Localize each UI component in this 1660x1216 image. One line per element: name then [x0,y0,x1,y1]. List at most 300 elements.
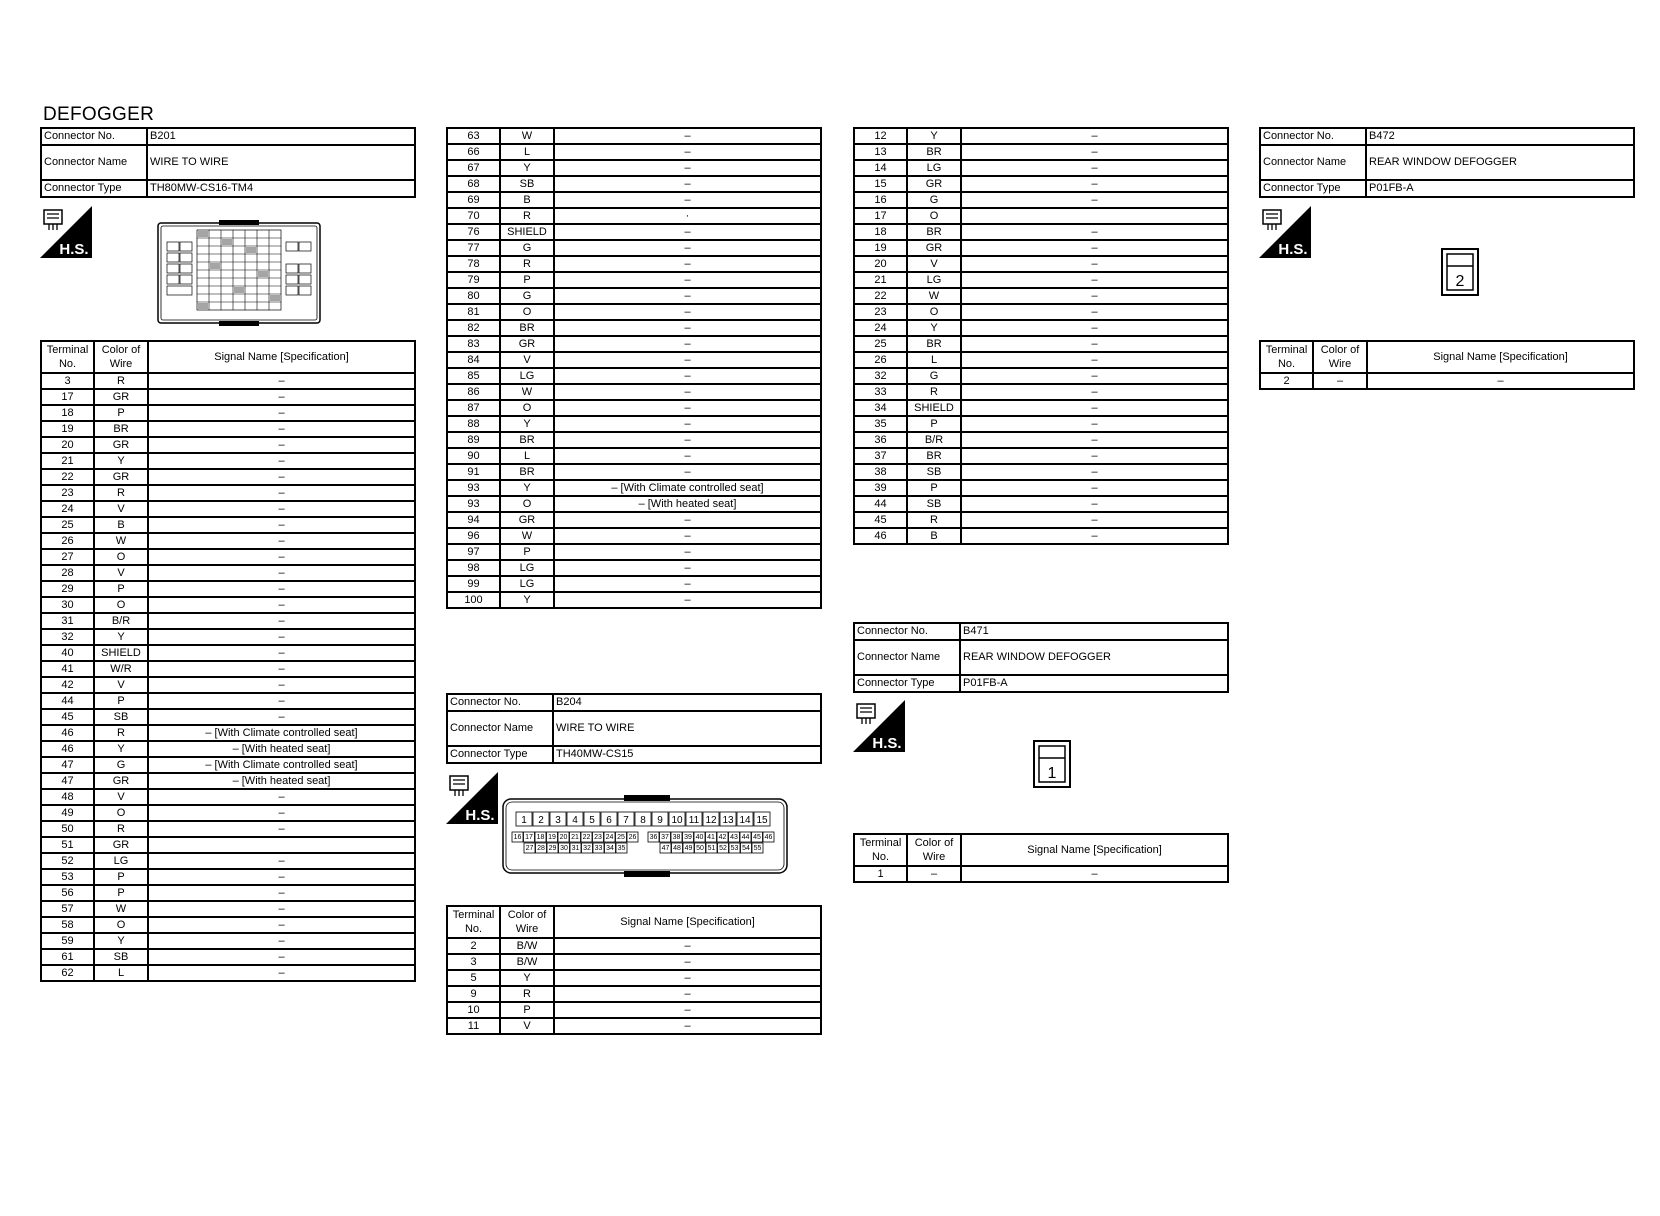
terminal-cavity [627,832,638,842]
cavity-number: 26 [628,834,637,841]
signal-name-cell: – [554,304,821,320]
terminal-no-cell: 22 [41,469,94,485]
wire-color-cell: LG [500,560,554,576]
terminal-cavity [718,843,729,853]
table-row [854,480,1228,496]
table-row [447,208,821,224]
cavity-number: 50 [696,845,704,852]
cavity-number: 1 [521,815,527,826]
signal-name-cell: – [554,560,821,576]
table-row [41,645,415,661]
signal-name-cell: – [148,661,415,677]
table-row [854,224,1228,240]
wire-color-cell: R [500,986,554,1002]
terminal-no-cell: 100 [447,592,500,608]
terminal-cavity [671,832,682,842]
terminal-no-cell: 15 [854,176,907,192]
signal-name-cell: – [148,853,415,869]
cavity-number: 14 [739,815,751,826]
table-row [41,837,415,853]
wire-color-cell: W [500,528,554,544]
signal-name-header: Signal Name [Specification] [148,341,415,373]
terminal-no-cell: 51 [41,837,94,853]
wire-color-cell: BR [500,320,554,336]
terminal-cavity [558,832,569,842]
terminal-cavity [547,843,558,853]
terminal-no-cell: 20 [854,256,907,272]
terminal-no-cell: 47 [41,773,94,789]
wire-color-cell: O [500,400,554,416]
cavity-number: 21 [571,834,579,841]
terminal-cavity [618,812,634,826]
terminal-cavity [593,843,604,853]
table-row [854,384,1228,400]
connector-type-value: P01FB-A [960,675,1228,692]
signal-name-cell: – [961,240,1228,256]
terminal-no-cell: 23 [854,304,907,320]
terminal-cavity [616,843,627,853]
terminal-no-cell: 26 [854,352,907,368]
wire-color-cell: Y [500,416,554,432]
terminal-cavity [604,832,615,842]
cavity-number: 39 [684,834,692,841]
color-of-wire-header: Color of Wire [500,906,554,938]
table-row [447,592,821,608]
table-row [41,741,415,757]
wire-color-cell: Y [907,128,961,144]
terminal-no-cell: 45 [854,512,907,528]
terminal-no-cell: 13 [854,144,907,160]
b204-terminal-table-continued [853,127,1229,545]
wire-color-cell: V [94,677,148,693]
pin-number: 2 [1455,273,1465,290]
signal-name-cell: – [148,533,415,549]
terminal-no-cell: 66 [447,144,500,160]
cavity-number: 15 [756,815,768,826]
signal-name-cell: – [554,1018,821,1034]
signal-name-cell: – [148,517,415,533]
wire-color-cell: R [500,208,554,224]
signal-name-header: Signal Name [Specification] [1367,341,1634,373]
terminal-no-header: Terminal No. [1260,341,1313,373]
table-row [854,336,1228,352]
cavity-number: 16 [513,834,522,841]
terminal-no-cell: 2 [447,938,500,954]
terminal-cavity [616,832,627,842]
table-row [447,256,821,272]
wire-color-cell: GR [94,773,148,789]
terminal-no-cell: 86 [447,384,500,400]
wire-color-cell: R [94,821,148,837]
table-row [854,352,1228,368]
terminal-cavity [570,832,581,842]
wire-color-cell: R [94,373,148,389]
cavity-number: 22 [582,834,591,841]
terminal-no-cell: 83 [447,336,500,352]
hs-badge-text: H.S. [872,735,902,752]
signal-name-cell: – [554,954,821,970]
harness-side-icon [853,700,903,750]
signal-name-cell: – [961,528,1228,544]
terminal-no-cell: 69 [447,192,500,208]
signal-name-cell: – [148,805,415,821]
terminal-no-cell: 34 [854,400,907,416]
wire-color-cell: V [94,565,148,581]
signal-name-cell: – [148,581,415,597]
terminal-no-cell: 98 [447,560,500,576]
wire-color-cell: SB [907,496,961,512]
cavity-number: 24 [605,834,614,841]
terminal-no-cell: 31 [41,613,94,629]
signal-name-cell: – [554,938,821,954]
wire-color-cell: P [907,480,961,496]
wire-color-cell: BR [907,144,961,160]
wire-color-cell: SHIELD [907,400,961,416]
wire-color-cell: W [94,901,148,917]
table-row [447,336,821,352]
wire-color-cell: W [907,288,961,304]
wire-color-cell: R [500,256,554,272]
connector-name-value: WIRE TO WIRE [147,145,415,180]
wire-color-cell: Y [94,453,148,469]
wire-color-cell: P [907,416,961,432]
terminal-no-cell: 9 [447,986,500,1002]
terminal-no-cell: 35 [854,416,907,432]
b204-connector-face-diagram [502,795,788,882]
signal-name-cell: – [554,544,821,560]
terminal-cavity [535,832,546,842]
terminal-no-cell: 48 [41,789,94,805]
terminal-no-cell: 58 [41,917,94,933]
terminal-no-cell: 90 [447,448,500,464]
cavity-number: 44 [741,834,750,841]
connector-type-label: Connector Type [854,675,960,692]
signal-name-cell: – [554,1002,821,1018]
table-row [1260,373,1634,389]
signal-name-cell: – [148,693,415,709]
table-row [447,970,821,986]
b204-terminal-table [446,905,822,1035]
terminal-no-header: Terminal No. [447,906,500,938]
wire-color-cell: O [94,597,148,613]
table-row [854,368,1228,384]
signal-name-cell: – [148,469,415,485]
table-row [41,517,415,533]
signal-name-cell: – [148,629,415,645]
terminal-no-cell: 88 [447,416,500,432]
terminal-no-cell: 36 [854,432,907,448]
terminal-no-cell: 85 [447,368,500,384]
wire-color-cell: P [500,544,554,560]
cavity-number: 28 [537,845,545,852]
table-row [447,160,821,176]
terminal-no-cell: 17 [854,208,907,224]
table-row [447,496,821,512]
signal-name-cell [961,208,1228,224]
signal-name-cell: – [961,224,1228,240]
signal-name-cell: – [554,432,821,448]
terminal-no-cell: 16 [854,192,907,208]
signal-name-cell: – [554,592,821,608]
terminal-cavity [717,832,728,842]
terminal-no-cell: 27 [41,549,94,565]
connector-no-value: B471 [960,623,1228,640]
wire-color-cell: O [94,549,148,565]
terminal-cavity [660,843,671,853]
connector-name-value: REAR WINDOW DEFOGGER [960,640,1228,675]
terminal-no-cell: 70 [447,208,500,224]
terminal-cavity [683,832,694,842]
table-row [41,885,415,901]
table-row [41,965,415,981]
cavity-number: 43 [730,834,738,841]
signal-name-cell: – [961,464,1228,480]
table-row [854,240,1228,256]
terminal-no-cell: 68 [447,176,500,192]
color-of-wire-header: Color of Wire [94,341,148,373]
cavity-number: 6 [606,815,612,826]
b471-connector-face-diagram [1033,740,1071,793]
table-row [41,629,415,645]
page-title: DEFOGGER [43,104,155,125]
signal-name-cell: – [148,453,415,469]
terminal-no-cell: 44 [41,693,94,709]
signal-name-cell: – [148,949,415,965]
terminal-no-cell: 57 [41,901,94,917]
signal-name-cell: – [With heated seat] [554,496,821,512]
terminal-no-cell: 93 [447,496,500,512]
terminal-cavity [533,812,549,826]
wire-color-cell: R [94,725,148,741]
connector-no-label: Connector No. [447,694,553,711]
table-row [41,453,415,469]
cavity-number: 7 [623,815,629,826]
connector-type-label: Connector Type [1260,180,1366,197]
table-row [447,304,821,320]
table-row [41,949,415,965]
connector-type-value: TH40MW-CS15 [553,746,821,763]
table-row [447,1018,821,1034]
wire-color-cell: SB [907,464,961,480]
signal-name-cell: – [554,512,821,528]
harness-side-icon [40,206,90,256]
terminal-no-cell: 18 [854,224,907,240]
connector-type-value: P01FB-A [1366,180,1634,197]
wire-color-cell: B [94,517,148,533]
connector-name-label: Connector Name [41,145,147,180]
terminal-no-cell: 62 [41,965,94,981]
terminal-no-cell: 29 [41,581,94,597]
b472-connector-info [1259,127,1635,198]
table-row [447,192,821,208]
terminal-cavity [559,843,570,853]
terminal-cavity [752,832,763,842]
signal-name-cell: – [554,986,821,1002]
cavity-number: 34 [606,845,614,852]
cavity-number: 27 [525,845,534,852]
terminal-cavity [524,832,535,842]
table-row [854,464,1228,480]
signal-name-cell: – [961,336,1228,352]
terminal-no-cell: 93 [447,480,500,496]
wire-color-cell: G [500,288,554,304]
connector-no-label: Connector No. [41,128,147,145]
signal-name-cell: – [961,512,1228,528]
signal-name-cell: – [148,965,415,981]
cavity-number: 35 [617,845,626,852]
terminal-cavity [669,812,685,826]
terminal-cavity [706,832,717,842]
terminal-no-header: Terminal No. [41,341,94,373]
signal-name-cell: – [961,128,1228,144]
wire-color-cell: O [907,208,961,224]
wire-color-cell: LG [94,853,148,869]
table-row [447,176,821,192]
cavity-number: 38 [672,834,681,841]
wire-color-cell: B/R [907,432,961,448]
wire-color-cell: P [94,405,148,421]
wire-color-cell: L [907,352,961,368]
table-row [447,480,821,496]
cavity-number: 4 [572,815,578,826]
cavity-number: 11 [688,815,700,826]
wire-color-cell: Y [500,480,554,496]
table-row [854,144,1228,160]
table-row [41,773,415,789]
signal-name-cell: – [554,528,821,544]
b201-terminal-table-continued [446,127,822,609]
terminal-no-cell: 84 [447,352,500,368]
terminal-cavity [648,832,659,842]
terminal-no-cell: 59 [41,933,94,949]
harness-side-icon [1259,206,1309,256]
wire-color-cell: GR [94,389,148,405]
signal-name-cell: – [961,480,1228,496]
signal-name-cell: – [961,416,1228,432]
cavity-number: 53 [730,845,739,852]
table-row [41,533,415,549]
signal-name-cell: – [554,320,821,336]
b471-terminal-table [853,833,1229,883]
signal-name-cell: – [554,224,821,240]
terminal-no-cell: 63 [447,128,500,144]
wire-color-cell: L [500,144,554,160]
wire-color-cell: GR [94,437,148,453]
terminal-no-cell: 45 [41,709,94,725]
terminal-no-cell: 80 [447,288,500,304]
table-row [854,256,1228,272]
table-row [41,405,415,421]
wire-color-cell: O [500,496,554,512]
terminal-no-cell: 24 [854,320,907,336]
table-row [447,144,821,160]
table-row [447,240,821,256]
terminal-cavity [741,843,752,853]
terminal-no-cell: 52 [41,853,94,869]
terminal-cavity [720,812,736,826]
table-row [447,288,821,304]
wire-color-cell: B/R [94,613,148,629]
table-row [41,437,415,453]
wire-color-cell: – [1313,373,1367,389]
signal-name-cell: – [961,448,1228,464]
terminal-cavity [584,812,600,826]
terminal-cavity [524,843,535,853]
signal-name-cell: – [554,128,821,144]
signal-name-cell: – [961,496,1228,512]
signal-name-cell: – [554,176,821,192]
terminal-cavity [593,832,604,842]
terminal-cavity [570,843,581,853]
terminal-no-cell: 94 [447,512,500,528]
cavity-number: 19 [548,834,556,841]
signal-name-cell: – [148,709,415,725]
wire-color-cell: G [907,192,961,208]
color-of-wire-header: Color of Wire [907,834,961,866]
table-row [854,448,1228,464]
wire-color-cell: L [94,965,148,981]
table-row [41,485,415,501]
terminal-no-cell: 76 [447,224,500,240]
signal-name-cell: – [961,192,1228,208]
terminal-no-cell: 32 [854,368,907,384]
wire-color-cell: W/R [94,661,148,677]
table-row [854,304,1228,320]
table-row [41,709,415,725]
wire-color-cell: V [500,1018,554,1034]
wire-color-cell: R [94,485,148,501]
wire-color-cell: LG [500,576,554,592]
b472-terminal-table [1259,340,1635,390]
table-row [854,288,1228,304]
cavity-number: 20 [559,834,568,841]
table-row [447,384,821,400]
terminal-no-cell: 14 [854,160,907,176]
terminal-no-cell: 49 [41,805,94,821]
signal-name-cell: – [148,421,415,437]
cavity-number: 41 [707,834,715,841]
cavity-number: 5 [589,815,595,826]
wire-color-cell: V [94,789,148,805]
signal-name-cell: – [With heated seat] [148,741,415,757]
cavity-number: 29 [548,845,557,852]
table-row [447,512,821,528]
terminal-no-cell: 46 [41,725,94,741]
terminal-no-cell: 3 [447,954,500,970]
signal-name-cell: – [148,933,415,949]
terminal-cavity [695,843,706,853]
table-row [41,389,415,405]
terminal-no-cell: 5 [447,970,500,986]
cavity-number: 9 [657,815,663,826]
b471-connector-info [853,622,1229,693]
cavity-number: 8 [640,815,646,826]
signal-name-cell: – [961,384,1228,400]
cavity-number: 52 [719,845,727,852]
table-row [41,789,415,805]
table-row [447,938,821,954]
terminal-no-cell: 1 [854,866,907,882]
wire-color-cell: GR [94,837,148,853]
wire-color-cell: GR [907,240,961,256]
terminal-no-header: Terminal No. [854,834,907,866]
wire-color-cell: SHIELD [94,645,148,661]
table-row [447,528,821,544]
signal-name-cell: – [554,400,821,416]
signal-name-cell: – [961,160,1228,176]
table-row [41,501,415,517]
terminal-no-cell: 33 [854,384,907,400]
